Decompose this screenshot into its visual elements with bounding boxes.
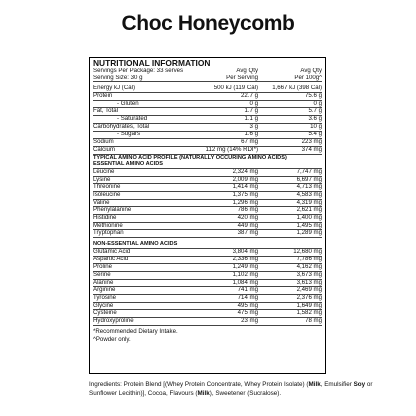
per-100g-value: 4,713 mg [296, 184, 322, 191]
nutrition-panel [89, 57, 326, 374]
per-100g-value: 78 mg [305, 318, 322, 324]
per-serving-value: 420 mg [237, 215, 258, 222]
amino-row [93, 223, 322, 231]
nutrient-name: Proline [93, 264, 112, 271]
amino-row [93, 295, 322, 303]
nutrient-name: Glycine [93, 302, 114, 309]
nutrient-name: Fat, Total [93, 108, 118, 115]
ingredient-text: ), Sweetener (Sucralose). [209, 390, 282, 397]
amino-row [93, 280, 322, 288]
per-serving-value: 1,375 mg [232, 192, 258, 198]
per-serving-value: 449 mg [237, 222, 258, 229]
per-serving-value: 1.7 g [244, 108, 258, 115]
per-serving-value: 1.6 g [244, 131, 258, 138]
nutrient-name: Lysine [93, 176, 111, 183]
nutrient-name: - Sugars [117, 131, 141, 138]
nutrient-name: Glutamic Acid [93, 248, 131, 255]
ingredient-text: Ingredients: Protein Blend [(Whey Protein Concentrate, Whey Protein Isolate) ( [89, 381, 309, 388]
nutrient-row [93, 101, 322, 109]
per-100g-value: 1,289 mg [296, 230, 322, 237]
per-100g-value: 3,673 mg [296, 271, 322, 278]
per-100g-value: 1,582 mg [296, 310, 322, 317]
essential-amino-table [93, 169, 322, 238]
per-100g-value: 1,495 mg [296, 222, 322, 229]
col3-header-b: Per 100g^ [294, 74, 322, 81]
nutrient-name: Hydroxyproline [93, 318, 134, 324]
per-serving-value: 1,249 mg [232, 264, 258, 271]
nutrient-name: Serine [93, 271, 111, 278]
per-100g-value: 3.6 g [308, 116, 322, 123]
nutrient-row [93, 93, 322, 101]
per-serving-value: 3,804 mg [232, 248, 258, 255]
nutrient-row [93, 147, 322, 155]
ingredient-text: or Sunflower Lecithin)], Cocoa, Flavours ( [89, 381, 373, 397]
per-serving-value: 1,414 mg [232, 184, 258, 191]
amino-row [93, 287, 322, 295]
amino-row [93, 318, 322, 326]
footnote-powder: ^Powder only. [93, 335, 131, 343]
nutrient-name: Tyrosine [93, 294, 117, 301]
nutrient-name: - Saturated [117, 116, 148, 123]
per-serving-value: 714 mg [237, 294, 258, 301]
nutrient-name: Histidine [93, 215, 117, 222]
per-100g-value: 2,376 mg [296, 294, 322, 301]
per-serving-value: 2,324 mg [232, 168, 258, 175]
per-100g-value: 7,786 mg [296, 256, 322, 263]
per-serving-value: 786 mg [237, 207, 258, 214]
amino-row [93, 177, 322, 185]
amino-profile-title: TYPICAL AMINO ACID PROFILE (NATURALLY OCCURING AMINO ACIDS) [93, 154, 287, 161]
per-100g-value: 223 mg [301, 139, 322, 146]
per-100g-value: 75.6 g [305, 93, 322, 100]
servings-row [93, 68, 322, 75]
serving-size: Serving Size: 30 g [93, 74, 143, 81]
per-serving-value: 1.1 g [244, 116, 258, 123]
amino-row [93, 207, 322, 215]
per-serving-value: 495 mg [237, 302, 258, 309]
per-serving-value: 22.7 g [241, 93, 258, 100]
per-100g-value: 0 g [313, 100, 322, 107]
nutrient-name: Protein [93, 93, 113, 100]
amino-row [93, 257, 322, 265]
per-100g-value: 4,583 mg [296, 192, 322, 198]
amino-row [93, 230, 322, 238]
per-serving-value: 1,102 mg [232, 271, 258, 278]
col2-header-a: Avg Qty [236, 68, 258, 74]
per-serving-value: 2,336 mg [232, 256, 258, 263]
nutrient-row [93, 139, 322, 147]
nonessential-amino-table [93, 249, 322, 326]
per-100g-value: 4,319 mg [296, 199, 322, 206]
nutrient-row [93, 116, 322, 124]
nutrient-table [93, 85, 322, 154]
per-serving-value: 23 mg [241, 318, 258, 324]
nutrient-name: Phenylalanine [93, 207, 132, 214]
nutrient-name: Carbohydrates, Total [93, 123, 150, 130]
allergen-text: Milk [308, 381, 321, 388]
per-100g-value: 12,680 mg [293, 248, 322, 255]
product-title: Choc Honeycomb [121, 12, 295, 35]
nutrient-name: Tryptophan [93, 230, 124, 237]
per-100g-value: 7,747 mg [296, 168, 322, 175]
amino-row [93, 272, 322, 280]
per-serving-value: 741 mg [237, 287, 258, 294]
per-100g-value: 2,621 mg [296, 207, 322, 214]
nutrient-name: Cysteine [93, 310, 117, 317]
col3-header-a: Avg Qty [300, 68, 322, 74]
amino-row [93, 215, 322, 223]
per-100g-value: 6,697 mg [296, 176, 322, 183]
footnotes [93, 328, 322, 344]
per-serving-value: 1,084 mg [232, 279, 258, 286]
per-100g-value: 374 mg [301, 146, 322, 153]
essential-title: ESSENTIAL AMINO ACIDS [93, 161, 322, 169]
nutrient-name: Arginine [93, 287, 116, 294]
servings-per-package: Servings Per Package: 33 serves [93, 68, 184, 74]
nutrient-name: Calcium [93, 146, 116, 153]
per-100g-value: 1,667 kJ (398 Cal) [272, 85, 322, 92]
per-100g-value: 1,649 mg [296, 302, 322, 309]
nonessential-title: NON-ESSENTIAL AMINO ACIDS [93, 241, 322, 249]
per-serving-value: 475 mg [237, 310, 258, 317]
amino-row [93, 192, 322, 200]
per-serving-value: 67 mg [241, 139, 258, 146]
amino-row [93, 249, 322, 257]
per-100g-value: 2,469 mg [296, 287, 322, 294]
per-serving-value: 112 mg (14% RDI*) [205, 146, 258, 153]
per-serving-value: 3 g [249, 123, 258, 130]
per-serving-value: 387 mg [237, 230, 258, 237]
nutrient-name: Leucine [93, 168, 115, 175]
nutrient-name: Isoleucine [93, 192, 121, 198]
amino-row [93, 310, 322, 318]
nutrient-name: Alanine [93, 279, 114, 286]
per-100g-value: 5.4 g [308, 131, 322, 138]
nutrient-name: Sodium [93, 139, 114, 146]
amino-row [93, 200, 322, 208]
per-serving-value: 500 kJ (119 Cal) [213, 85, 258, 92]
per-serving-value: 0 g [249, 100, 258, 107]
per-100g-value: 10 g [310, 123, 322, 130]
per-100g-value: 4,162 mg [296, 264, 322, 271]
nutrient-name: Energy kJ (Cal) [93, 85, 135, 92]
per-100g-value: 3,613 mg [296, 279, 322, 286]
ingredient-text: , Emulsifier [320, 381, 354, 388]
per-100g-value: 5.7 g [308, 108, 322, 115]
nutrient-row [93, 85, 322, 93]
amino-row [93, 264, 322, 272]
allergen-text: Soy [353, 381, 366, 388]
ingredients-text [89, 380, 389, 398]
nutrient-row [93, 108, 322, 116]
nutrient-name: Aspartic Acid [93, 256, 129, 263]
col2-header-b: Per Serving [226, 74, 258, 81]
per-100g-value: 1,400 mg [296, 215, 322, 222]
nutrient-name: - Gluten [117, 100, 139, 107]
nutrient-row [93, 124, 322, 132]
allergen-text: Milk [197, 390, 210, 397]
per-serving-value: 1,296 mg [232, 199, 258, 206]
nutrient-row [93, 132, 322, 140]
nutrient-name: Methionine [93, 222, 123, 229]
amino-row [93, 184, 322, 192]
panel-heading: NUTRITIONAL INFORMATION [93, 59, 211, 68]
nutrient-name: Threonine [93, 184, 121, 191]
nutrient-name: Valine [93, 199, 110, 206]
serving-size-row [93, 75, 322, 83]
amino-row [93, 169, 322, 177]
footnote-rdi: *Recommended Dietary Intake. [93, 327, 178, 335]
per-serving-value: 2,009 mg [232, 176, 258, 183]
amino-row [93, 303, 322, 311]
